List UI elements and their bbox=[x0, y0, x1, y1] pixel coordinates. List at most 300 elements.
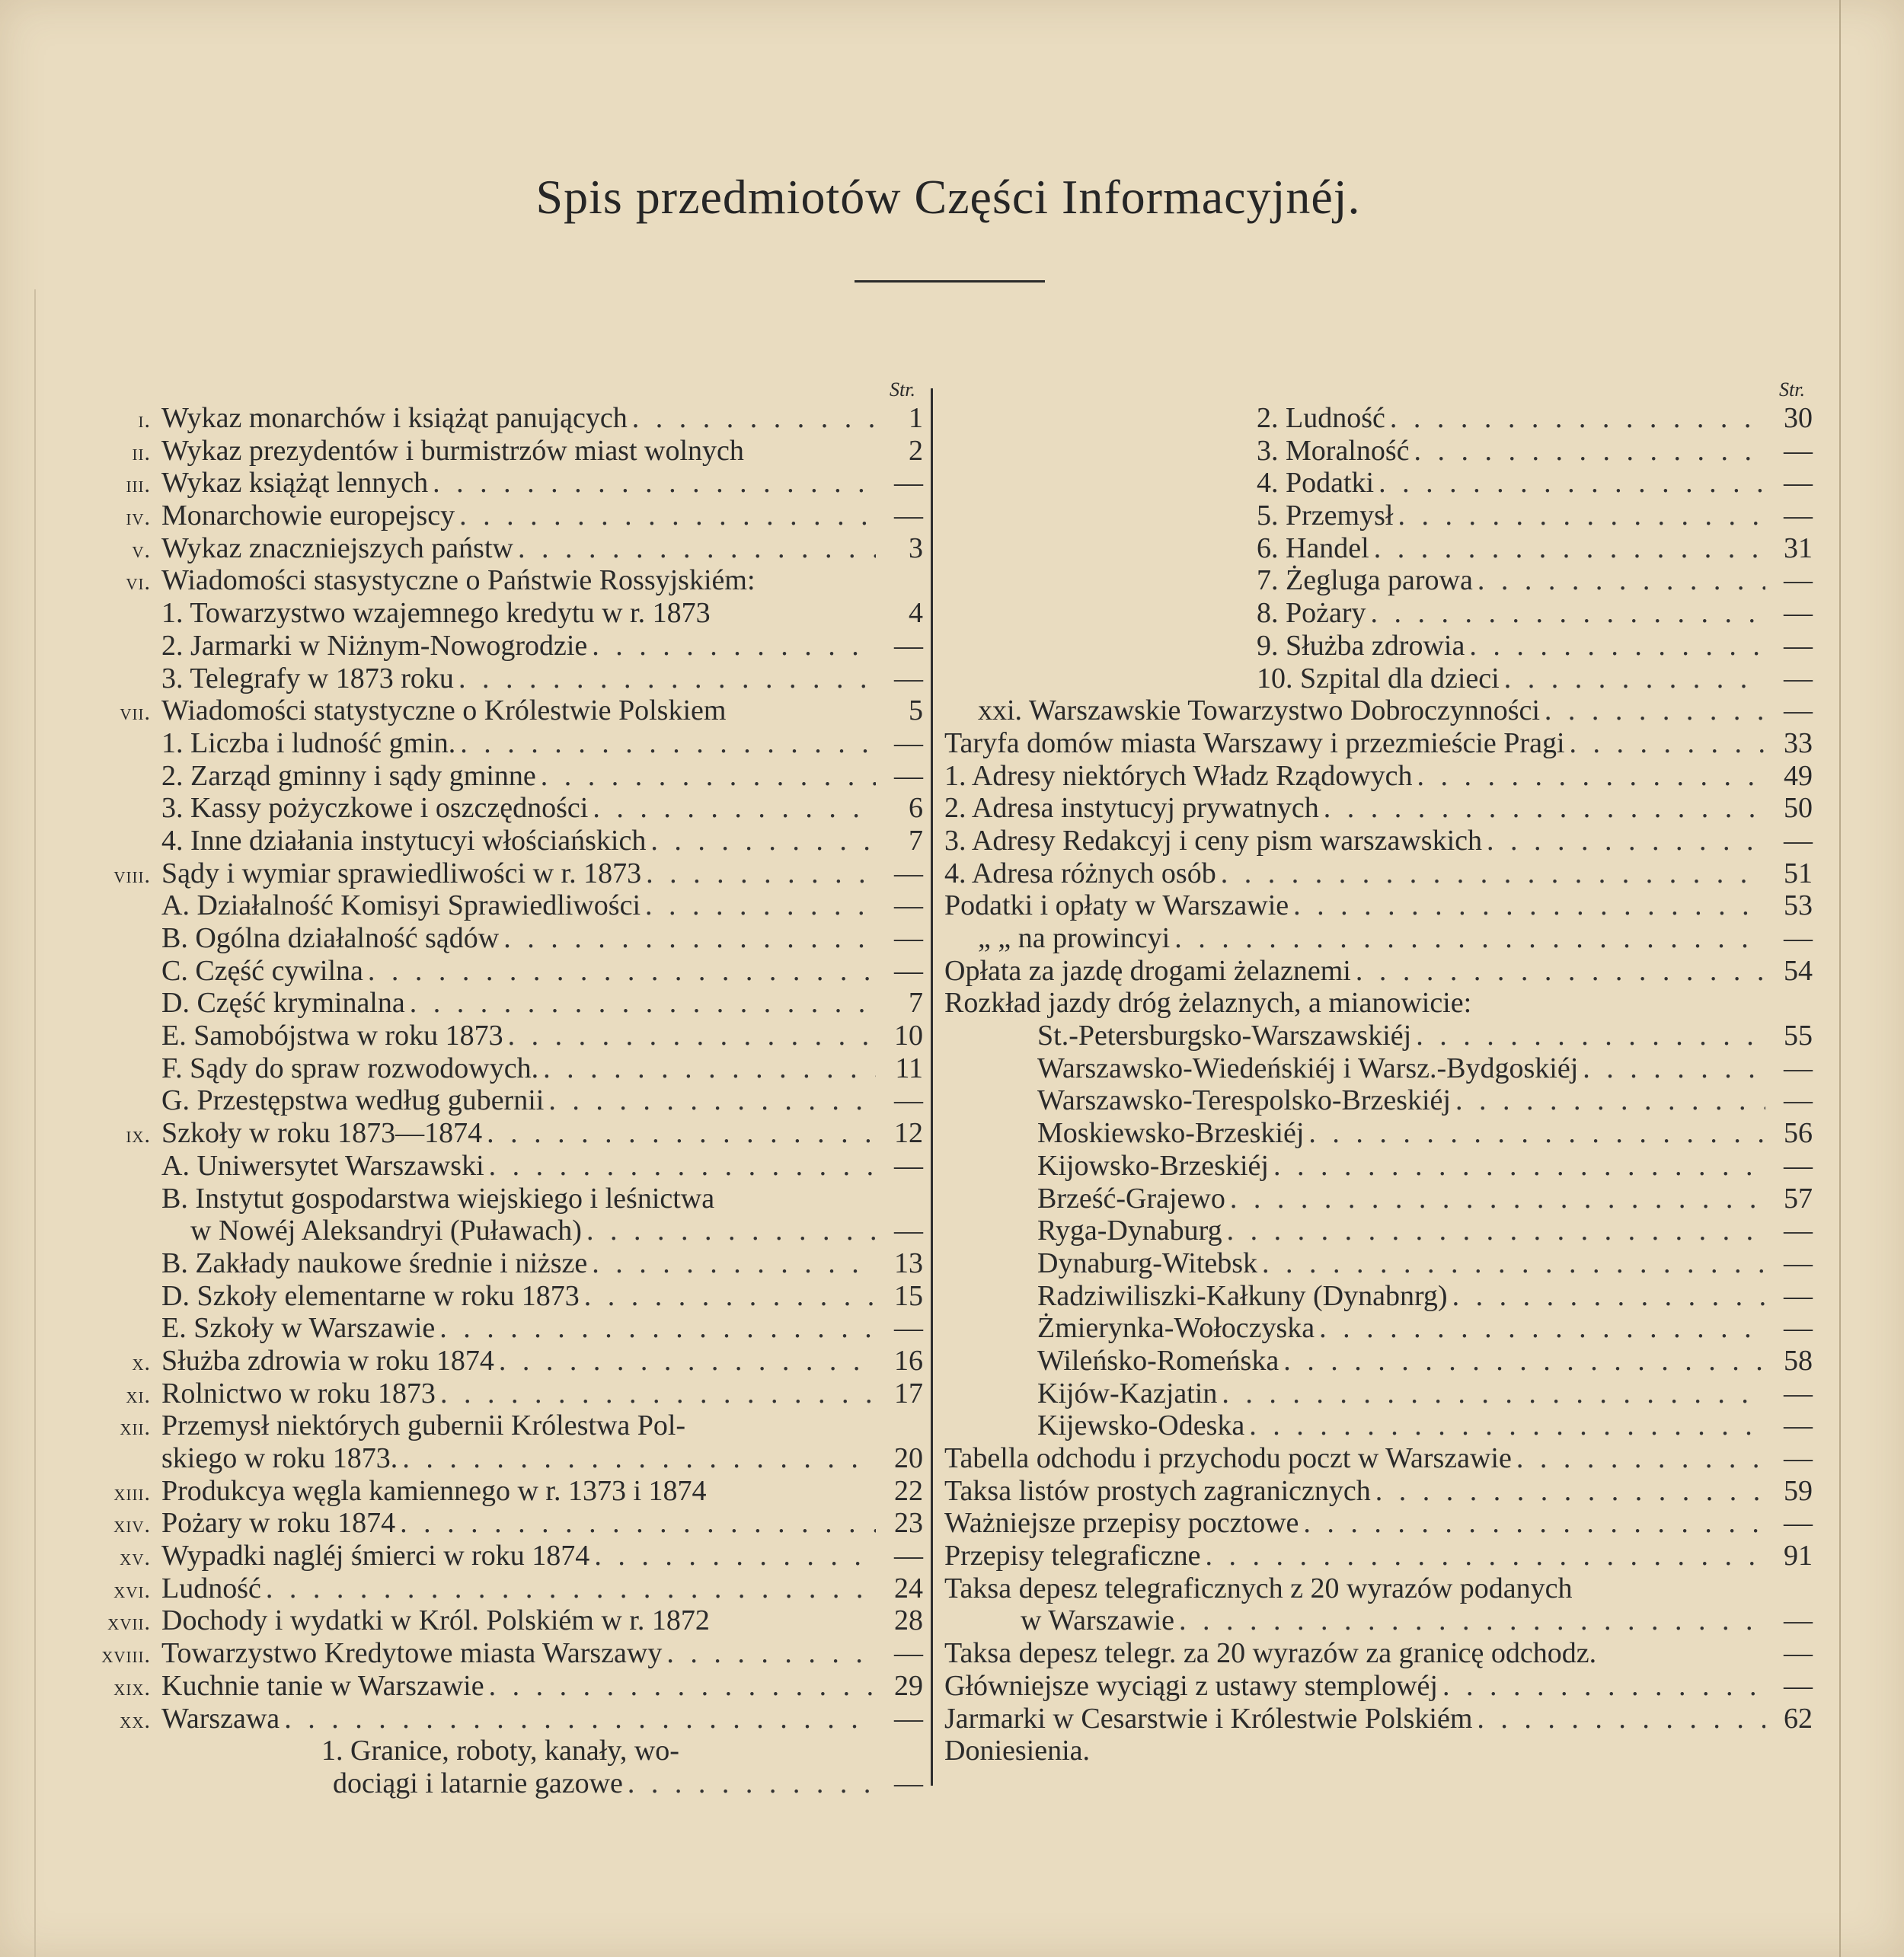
dot-leader bbox=[455, 727, 876, 760]
dot-leader bbox=[1482, 825, 1765, 857]
toc-entry bbox=[76, 1670, 923, 1703]
entry-title: xxi. Warszawskie Towarzystwo Dobroczynności bbox=[978, 694, 1540, 727]
page-number: — bbox=[1784, 1215, 1813, 1247]
entry-title: Ważniejsze przepisy pocztowe bbox=[944, 1507, 1299, 1540]
entry-title: Kijów-Kazjatin bbox=[1037, 1377, 1218, 1409]
page-number: — bbox=[1784, 1442, 1813, 1474]
entry-title: Wykaz monarchów i książąt panujących bbox=[161, 402, 628, 434]
page-number: — bbox=[894, 1702, 923, 1735]
toc-entry bbox=[76, 402, 923, 435]
toc-entry bbox=[944, 1150, 1813, 1183]
dot-leader bbox=[395, 1507, 876, 1540]
toc-entry bbox=[944, 922, 1813, 955]
page-number: 59 bbox=[1784, 1474, 1813, 1507]
page-number: — bbox=[894, 726, 923, 759]
entry-title: Produkcya węgla kamiennego w r. 1373 i 1874 bbox=[161, 1474, 707, 1507]
entry-title: Brześć-Grajewo bbox=[1037, 1182, 1225, 1215]
entry-title: Wiadomości statystyczne o Królestwie Polskiem bbox=[161, 694, 727, 727]
entry-title: E. Samobójstwa w roku 1873 bbox=[161, 1020, 503, 1052]
dot-leader bbox=[628, 402, 876, 435]
entry-title: dociągi i latarnie gazowe bbox=[333, 1767, 623, 1799]
entry-title: St.-Petersburgsko-Warszawskiéj bbox=[1037, 1020, 1412, 1052]
entry-title: w Nowéj Aleksandryi (Puławach) bbox=[190, 1215, 582, 1247]
entry-title: D. Część kryminalna bbox=[161, 987, 405, 1020]
entry-title: 2. Ludność bbox=[1257, 402, 1385, 434]
section-numeral: vii. bbox=[120, 700, 151, 726]
page-number: 57 bbox=[1784, 1182, 1813, 1215]
entry-title: 1. Liczba i ludność gmin. bbox=[161, 726, 456, 759]
dot-leader bbox=[1512, 1442, 1765, 1475]
section-numeral: x. bbox=[132, 1349, 151, 1375]
entry-title: 3. Kassy pożyczkowe i oszczędności bbox=[161, 792, 589, 825]
dot-leader bbox=[1366, 597, 1765, 630]
dot-leader bbox=[580, 1280, 876, 1313]
entry-title: 4. Podatki bbox=[1257, 467, 1375, 500]
dot-leader bbox=[1279, 1345, 1765, 1378]
left-column bbox=[76, 377, 923, 1800]
toc-entry bbox=[76, 1604, 923, 1637]
toc-entry bbox=[944, 1409, 1813, 1442]
toc-entry bbox=[76, 922, 923, 955]
entry-title: Rolnictwo w roku 1873 bbox=[161, 1377, 436, 1409]
page-number: 4 bbox=[909, 597, 923, 630]
dot-leader bbox=[641, 857, 876, 890]
toc-entry bbox=[944, 1475, 1813, 1508]
page-number: — bbox=[894, 759, 923, 792]
toc-entry bbox=[76, 467, 923, 500]
toc-entry bbox=[944, 564, 1813, 597]
toc-entry bbox=[944, 1442, 1813, 1475]
toc-entry bbox=[944, 532, 1813, 565]
section-numeral: ix. bbox=[126, 1122, 151, 1148]
section-numeral: i. bbox=[138, 407, 151, 433]
page-number: — bbox=[1784, 1149, 1813, 1182]
dot-leader bbox=[1500, 662, 1765, 695]
page-number: 20 bbox=[894, 1442, 923, 1474]
entry-title: Moskiewsko-Brzeskiéj bbox=[1037, 1117, 1305, 1150]
page-number: 17 bbox=[894, 1377, 923, 1409]
dot-leader bbox=[1299, 1507, 1765, 1540]
dot-leader bbox=[513, 532, 876, 565]
toc-entry bbox=[944, 1703, 1813, 1735]
entry-title: D. Szkoły elementarne w roku 1873 bbox=[161, 1279, 580, 1312]
toc-entry bbox=[944, 1507, 1813, 1540]
page-number: — bbox=[1784, 662, 1813, 694]
toc-entry bbox=[76, 662, 923, 695]
toc-entry bbox=[944, 435, 1813, 468]
entry-title: Wileńsko-Romeńska bbox=[1037, 1344, 1279, 1377]
entry-title: Taksa depesz telegr. za 20 wyrazów za granicę odchodz. bbox=[944, 1637, 1597, 1670]
entry-title: 1. Granice, roboty, kanały, wo- bbox=[321, 1735, 679, 1767]
section-numeral: xiii. bbox=[113, 1480, 151, 1505]
entry-title: Kijewsko-Odeska bbox=[1037, 1409, 1245, 1442]
toc-entry bbox=[76, 1475, 923, 1508]
dot-leader bbox=[363, 955, 876, 988]
dot-leader bbox=[1393, 500, 1765, 532]
right-column bbox=[944, 377, 1813, 1767]
toc-entry bbox=[76, 1378, 923, 1410]
toc-entry bbox=[944, 889, 1813, 922]
page-number: — bbox=[1784, 597, 1813, 630]
dot-leader bbox=[536, 760, 876, 793]
page-number: — bbox=[1784, 467, 1813, 500]
dot-leader bbox=[1369, 532, 1765, 565]
page-number: — bbox=[894, 500, 923, 532]
page-number: 1 bbox=[909, 402, 923, 434]
section-numeral: xx. bbox=[120, 1707, 151, 1733]
page-number: 33 bbox=[1784, 726, 1813, 759]
toc-entry bbox=[944, 1183, 1813, 1215]
dot-leader bbox=[589, 1540, 876, 1572]
toc-entry bbox=[76, 1409, 923, 1442]
page-number: — bbox=[894, 1637, 923, 1670]
binding-shadow-line bbox=[34, 289, 36, 1957]
dot-leader bbox=[1465, 630, 1765, 662]
dot-leader bbox=[1315, 1312, 1765, 1345]
toc-entry bbox=[944, 1247, 1813, 1280]
toc-entry bbox=[944, 694, 1813, 727]
dot-leader bbox=[1269, 1150, 1765, 1183]
toc-entry bbox=[76, 825, 923, 857]
toc-entry bbox=[944, 1117, 1813, 1150]
dot-leader bbox=[662, 1637, 876, 1670]
page-number: — bbox=[1784, 922, 1813, 954]
title-underline bbox=[855, 280, 1045, 283]
entry-title: Warszawsko-Terespolsko-Brzeskiéj bbox=[1037, 1084, 1451, 1117]
entry-title: Przemysł niektórych gubernii Królestwa Pol- bbox=[161, 1409, 686, 1442]
section-numeral: xiv. bbox=[113, 1512, 151, 1538]
page-number: 58 bbox=[1784, 1344, 1813, 1377]
entry-title: C. Część cywilna bbox=[161, 954, 363, 987]
toc-entry bbox=[944, 1345, 1813, 1378]
page-number: — bbox=[894, 1767, 923, 1799]
toc-entry bbox=[944, 467, 1813, 500]
page-column-header: Str. bbox=[890, 378, 915, 401]
dot-leader bbox=[587, 630, 876, 662]
toc-entry bbox=[76, 1637, 923, 1670]
dot-leader bbox=[641, 889, 876, 922]
page-title: Spis przedmiotów Części Informacyjnéj. bbox=[535, 170, 1361, 224]
toc-entry bbox=[944, 1637, 1813, 1670]
entry-title: 8. Pożary bbox=[1257, 597, 1366, 630]
entry-title: Taryfa domów miasta Warszawy i przezmieście Pragi bbox=[944, 726, 1565, 759]
entry-title: Taksa depesz telegraficznych z 20 wyrazów podanych bbox=[944, 1572, 1573, 1604]
entry-title: 4. Adresa różnych osób bbox=[944, 857, 1216, 889]
dot-leader bbox=[588, 792, 876, 825]
page-number: — bbox=[894, 1149, 923, 1182]
page-number: — bbox=[1784, 564, 1813, 597]
dot-leader bbox=[1413, 760, 1765, 793]
toc-entry bbox=[76, 1280, 923, 1313]
dot-leader bbox=[1257, 1247, 1765, 1280]
entry-title: Monarchowie europejscy bbox=[161, 500, 455, 532]
dot-leader bbox=[1217, 1378, 1765, 1410]
page-number: — bbox=[1784, 1247, 1813, 1279]
dot-leader bbox=[1410, 435, 1765, 468]
toc-entry bbox=[944, 1052, 1813, 1085]
entry-title: Służba zdrowia w roku 1874 bbox=[161, 1344, 494, 1377]
entry-title: 2. Zarząd gminny i sądy gminne bbox=[161, 759, 536, 792]
dot-leader bbox=[1225, 1183, 1765, 1215]
toc-entry bbox=[76, 792, 923, 825]
entry-title: Główniejsze wyciągi z ustawy stemplowéj bbox=[944, 1669, 1438, 1702]
dot-leader bbox=[1473, 564, 1765, 597]
entry-title: Wykaz książąt lennych bbox=[161, 467, 429, 500]
entry-title: 2. Adresa instytucyj prywatnych bbox=[944, 792, 1319, 825]
entry-title: skiego w roku 1873. bbox=[161, 1442, 398, 1474]
toc-entry bbox=[944, 1215, 1813, 1247]
page-number: — bbox=[1784, 1312, 1813, 1345]
dot-leader bbox=[1304, 1117, 1765, 1150]
dot-leader bbox=[1565, 727, 1766, 760]
toc-entry bbox=[944, 402, 1813, 435]
entry-title: Sądy i wymiar sprawiedliwości w r. 1873 bbox=[161, 857, 642, 889]
entry-title: Wykaz znaczniejszych państw bbox=[161, 532, 513, 564]
dot-leader bbox=[1411, 1020, 1765, 1052]
toc-entry bbox=[944, 825, 1813, 857]
page-number: — bbox=[894, 1540, 923, 1572]
page-number: 13 bbox=[894, 1247, 923, 1279]
toc-entry bbox=[76, 889, 923, 922]
entry-title: 2. Jarmarki w Niżnym-Nowogrodzie bbox=[161, 629, 588, 662]
entry-title: Pożary w roku 1874 bbox=[161, 1507, 396, 1540]
section-numeral: xii. bbox=[120, 1415, 151, 1441]
page-number: — bbox=[1784, 1084, 1813, 1117]
toc-entry bbox=[944, 857, 1813, 890]
entry-title: A. Działalność Komisyi Sprawiedliwości bbox=[161, 889, 641, 922]
page-number: — bbox=[894, 662, 923, 694]
page-number: 3 bbox=[909, 532, 923, 564]
entry-title: Ludność bbox=[161, 1572, 261, 1604]
page-number: — bbox=[894, 857, 923, 889]
entry-title: B. Zakłady naukowe średnie i niższe bbox=[161, 1247, 588, 1279]
entry-title: Towarzystwo Kredytowe miasta Warszawy bbox=[161, 1637, 663, 1670]
toc-entry bbox=[944, 500, 1813, 532]
toc-entry bbox=[76, 532, 923, 565]
toc-entry bbox=[944, 1280, 1813, 1313]
page-number: — bbox=[1784, 1669, 1813, 1702]
section-numeral: xvi. bbox=[113, 1577, 151, 1603]
page-number: 54 bbox=[1784, 954, 1813, 987]
section-numeral: xviii. bbox=[101, 1643, 151, 1668]
dot-leader bbox=[1170, 922, 1765, 955]
entry-title: Wykaz prezydentów i burmistrzów miast wolnych bbox=[161, 434, 744, 467]
dot-leader bbox=[482, 1117, 876, 1150]
page-number: — bbox=[1784, 1507, 1813, 1540]
toc-entry bbox=[76, 564, 923, 597]
entry-title: Jarmarki w Cesarstwie i Królestwie Polskiém bbox=[944, 1702, 1473, 1735]
toc-entry bbox=[76, 1117, 923, 1150]
section-numeral: v. bbox=[132, 537, 151, 563]
toc-entry bbox=[944, 1735, 1813, 1767]
section-numeral: xvii. bbox=[107, 1610, 151, 1636]
entry-title: 3. Moralność bbox=[1257, 434, 1410, 467]
page-number: — bbox=[1784, 500, 1813, 532]
dot-leader bbox=[1385, 402, 1765, 435]
page-number: 7 bbox=[909, 987, 923, 1020]
dot-leader bbox=[1244, 1409, 1765, 1442]
page-number: — bbox=[894, 1084, 923, 1117]
entry-title: „ „ na prowincyi bbox=[978, 922, 1171, 954]
toc-entry bbox=[76, 1183, 923, 1215]
dot-leader bbox=[1351, 955, 1765, 988]
entry-title: Wypadki nagléj śmierci w roku 1874 bbox=[161, 1540, 590, 1572]
section-numeral: xi. bbox=[126, 1382, 151, 1408]
dot-leader bbox=[1374, 467, 1765, 500]
toc-entry bbox=[944, 955, 1813, 988]
page-number: — bbox=[894, 467, 923, 500]
dot-leader bbox=[484, 1670, 876, 1703]
page-number: — bbox=[894, 629, 923, 662]
entry-title: Przepisy telegraficzne bbox=[944, 1540, 1201, 1572]
dot-leader bbox=[405, 987, 876, 1020]
dot-leader bbox=[499, 922, 876, 955]
page-number: 22 bbox=[894, 1474, 923, 1507]
toc-entry bbox=[944, 597, 1813, 630]
dot-leader bbox=[1222, 1215, 1765, 1247]
page-number: 53 bbox=[1784, 889, 1813, 922]
dot-leader bbox=[454, 662, 876, 695]
dot-leader bbox=[1216, 857, 1765, 890]
toc-entry bbox=[944, 792, 1813, 825]
section-numeral: ii. bbox=[132, 439, 151, 465]
page-number: 30 bbox=[1784, 402, 1813, 434]
toc-entry bbox=[944, 727, 1813, 760]
page-number: 50 bbox=[1784, 792, 1813, 825]
entry-title: Taksa listów prostych zagranicznych bbox=[944, 1474, 1371, 1507]
toc-entry bbox=[944, 1084, 1813, 1117]
dot-leader bbox=[1448, 1280, 1765, 1313]
page-number: — bbox=[1784, 1637, 1813, 1670]
dot-leader bbox=[1451, 1084, 1765, 1117]
entry-title: Szkoły w roku 1873—1874 bbox=[161, 1117, 483, 1150]
entry-title: Opłata za jazdę drogami żelaznemi bbox=[944, 954, 1351, 987]
left-entry-list bbox=[76, 402, 923, 1800]
entry-title: 10. Szpital dla dzieci bbox=[1257, 662, 1500, 694]
toc-entry bbox=[944, 760, 1813, 793]
toc-entry bbox=[76, 955, 923, 988]
right-entry-list bbox=[944, 402, 1813, 1767]
page-number: 7 bbox=[909, 824, 923, 857]
page-number: 6 bbox=[909, 792, 923, 825]
page-number: 28 bbox=[894, 1604, 923, 1637]
toc-entry bbox=[76, 1703, 923, 1735]
entry-title: Podatki i opłaty w Warszawie bbox=[944, 889, 1289, 922]
entry-title: F. Sądy do spraw rozwodowych. bbox=[161, 1052, 539, 1084]
entry-title: Tabella odchodu i przychodu poczt w Warszawie bbox=[944, 1442, 1512, 1474]
toc-entry bbox=[76, 760, 923, 793]
toc-entry bbox=[76, 1442, 923, 1475]
entry-title: 5. Przemysł bbox=[1257, 500, 1394, 532]
dot-leader bbox=[428, 467, 876, 500]
toc-entry bbox=[944, 1020, 1813, 1052]
dot-leader bbox=[1578, 1052, 1765, 1085]
page-number: — bbox=[1784, 1052, 1813, 1084]
toc-entry bbox=[944, 630, 1813, 662]
toc-entry bbox=[944, 1312, 1813, 1345]
entry-title: Żmierynka-Wołoczyska bbox=[1037, 1312, 1315, 1345]
page-edge-line bbox=[1839, 0, 1841, 1957]
dot-leader bbox=[587, 1247, 876, 1280]
page-number: 31 bbox=[1784, 532, 1813, 564]
dot-leader bbox=[261, 1572, 876, 1605]
entry-title: Doniesienia. bbox=[944, 1735, 1091, 1767]
section-numeral: iv. bbox=[126, 505, 151, 531]
dot-leader bbox=[484, 1150, 876, 1183]
entry-title: Wiadomości stasystyczne o Państwie Rossyjskiém: bbox=[161, 564, 756, 597]
entry-title: B. Ogólna działalność sądów bbox=[161, 922, 500, 954]
entry-title: E. Szkoły w Warszawie bbox=[161, 1312, 436, 1345]
toc-entry bbox=[76, 1540, 923, 1572]
toc-entry bbox=[76, 987, 923, 1020]
page-number: — bbox=[894, 954, 923, 987]
toc-entry bbox=[76, 1345, 923, 1378]
toc-entry bbox=[76, 1767, 923, 1800]
page-number: 16 bbox=[894, 1344, 923, 1377]
section-numeral: xix. bbox=[113, 1674, 151, 1700]
page-number: 62 bbox=[1784, 1702, 1813, 1735]
toc-entry bbox=[76, 1215, 923, 1247]
entry-title: A. Uniwersytet Warszawski bbox=[161, 1149, 484, 1182]
dot-leader bbox=[623, 1767, 876, 1800]
toc-entry bbox=[76, 435, 923, 468]
toc-entry bbox=[944, 987, 1813, 1020]
dot-leader bbox=[1371, 1475, 1765, 1508]
toc-entry bbox=[76, 727, 923, 760]
entry-title: Radziwiliszki-Kałkuny (Dynabnrg) bbox=[1037, 1279, 1448, 1312]
entry-title: Rozkład jazdy dróg żelaznych, a mianowicie: bbox=[944, 987, 1472, 1020]
page-number: — bbox=[1784, 1279, 1813, 1312]
toc-entry bbox=[76, 1020, 923, 1052]
dot-leader bbox=[1174, 1604, 1765, 1637]
entry-title: Dochody i wydatki w Król. Polskiém w r. 1872 bbox=[161, 1604, 710, 1637]
page-number: — bbox=[1784, 629, 1813, 662]
page-number: — bbox=[894, 1312, 923, 1345]
toc-entry bbox=[944, 662, 1813, 695]
page-number: 24 bbox=[894, 1572, 923, 1604]
page-number: 11 bbox=[895, 1052, 923, 1084]
page-number: — bbox=[1784, 1377, 1813, 1409]
toc-entry bbox=[76, 500, 923, 532]
entry-title: Dynaburg-Witebsk bbox=[1037, 1247, 1258, 1279]
page-number: — bbox=[894, 922, 923, 954]
toc-entry bbox=[76, 630, 923, 662]
dot-leader bbox=[646, 825, 876, 857]
entry-title: B. Instytut gospodarstwa wiejskiego i leśnictwa bbox=[161, 1182, 715, 1215]
dot-leader bbox=[455, 500, 876, 532]
toc-entry bbox=[76, 1572, 923, 1605]
page-number: 49 bbox=[1784, 759, 1813, 792]
toc-entry bbox=[944, 1378, 1813, 1410]
entry-title: w Warszawie bbox=[1021, 1604, 1174, 1637]
entry-title: 3. Adresy Redakcyj i ceny pism warszawskich bbox=[944, 824, 1482, 857]
dot-leader bbox=[538, 1052, 876, 1085]
section-numeral: vi. bbox=[126, 570, 151, 595]
page-column-header: Str. bbox=[1779, 378, 1805, 401]
page-number: 2 bbox=[909, 434, 923, 467]
dot-leader bbox=[398, 1442, 876, 1475]
page-number: — bbox=[1784, 824, 1813, 857]
dot-leader bbox=[503, 1020, 876, 1052]
page-number: — bbox=[894, 1215, 923, 1247]
page-number: 29 bbox=[894, 1669, 923, 1702]
page-number: 91 bbox=[1784, 1540, 1813, 1572]
dot-leader bbox=[435, 1312, 876, 1345]
page-number: — bbox=[1784, 1604, 1813, 1637]
dot-leader bbox=[582, 1215, 876, 1247]
page-number: 55 bbox=[1784, 1020, 1813, 1052]
entry-title: Warszawa bbox=[161, 1702, 280, 1735]
